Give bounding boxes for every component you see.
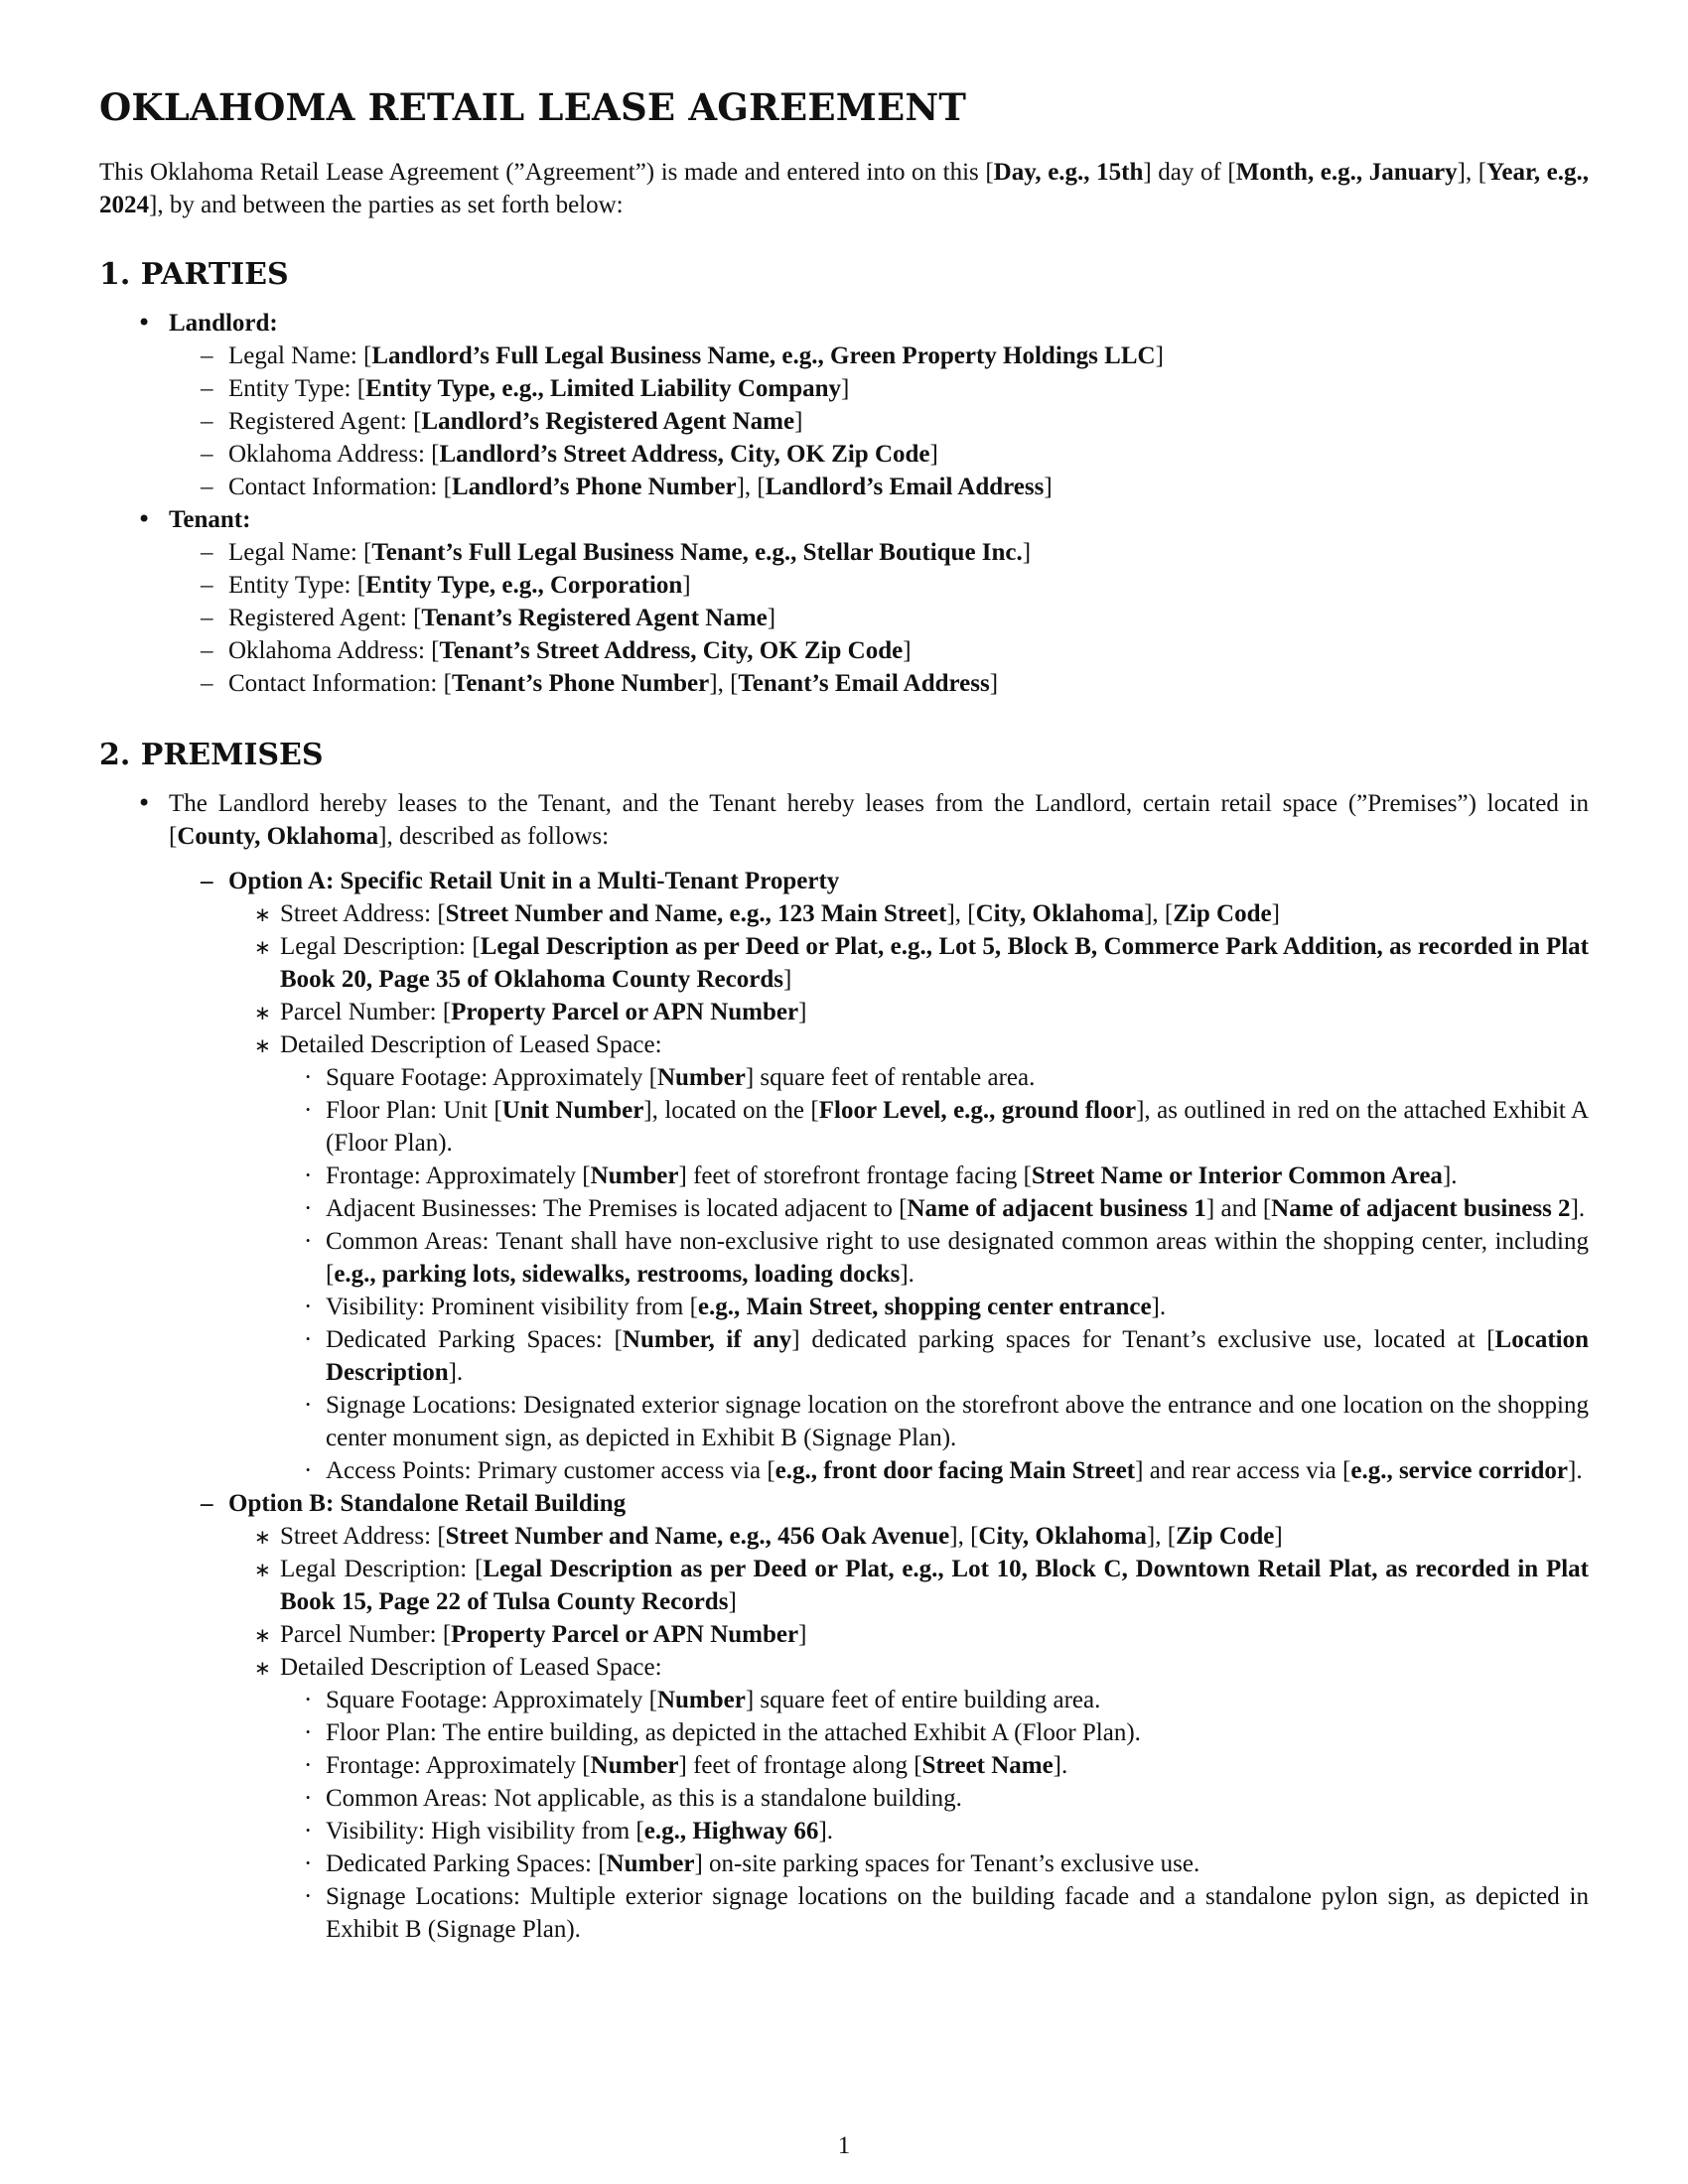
placeholder-value: Street Name bbox=[921, 1751, 1054, 1779]
text: ]. bbox=[1568, 1456, 1583, 1484]
a-adjacent-businesses bbox=[280, 1192, 1589, 1225]
text: Signage Locations: Designated exterior signage location on the storefront above the entrance and one location on the shopping center monument sign, as depicted in Exhibit B (Signage Plan). bbox=[326, 1391, 1589, 1451]
text: ], as outlined in red on the attached Exhibit A (Floor Plan). bbox=[326, 1096, 1589, 1157]
placeholder-value: Street Name or Interior Common Area bbox=[1031, 1161, 1443, 1189]
parties-list bbox=[99, 307, 1589, 700]
party-tenant bbox=[99, 503, 1589, 700]
dash-marker: – bbox=[201, 636, 213, 664]
asterisk-marker: ∗ bbox=[254, 1657, 271, 1680]
page-number: 1 bbox=[837, 2132, 851, 2159]
placeholder-value: Floor Level, e.g., ground floor bbox=[818, 1096, 1137, 1124]
dot-marker: · bbox=[304, 1686, 313, 1713]
separator: ], [ bbox=[946, 899, 976, 927]
dash-marker: – bbox=[201, 669, 213, 697]
field-label: Legal Name: [ bbox=[228, 538, 372, 566]
field-label: Legal Name: [ bbox=[228, 341, 372, 369]
asterisk-marker: ∗ bbox=[254, 1624, 271, 1647]
text: ]. bbox=[1151, 1293, 1167, 1320]
a-square-footage bbox=[280, 1061, 1589, 1094]
premises-lead bbox=[169, 787, 1589, 853]
placeholder-value: Zip Code bbox=[1176, 1522, 1275, 1550]
b-square-footage bbox=[280, 1684, 1589, 1716]
section-heading-parties: 1. PARTIES bbox=[99, 256, 289, 292]
document-title: OKLAHOMA RETAIL LEASE AGREEMENT bbox=[99, 85, 967, 129]
option-a-space-details bbox=[280, 1061, 1589, 1487]
placeholder-value: Number bbox=[656, 1063, 746, 1091]
placeholder-value: Number bbox=[590, 1751, 679, 1779]
a-parking bbox=[280, 1323, 1589, 1389]
separator: ] bbox=[1271, 899, 1280, 927]
b-parking bbox=[280, 1847, 1589, 1880]
placeholder-value: Property Parcel or APN Number bbox=[451, 1620, 799, 1648]
dash-marker: – bbox=[201, 407, 213, 435]
placeholder-value: City, Oklahoma bbox=[978, 1522, 1147, 1550]
party-label: Tenant: bbox=[169, 505, 251, 533]
separator: ], [ bbox=[736, 473, 766, 500]
bullet-marker: • bbox=[137, 308, 152, 337]
dot-marker: · bbox=[304, 1784, 313, 1812]
a-floor-plan bbox=[280, 1094, 1589, 1160]
text: Floor Plan: Unit [ bbox=[326, 1096, 502, 1124]
tenant-registered-agent: – Registered Agent: [Tenant’s Registered Agent Name] bbox=[169, 602, 1589, 634]
placeholder-day: Day, e.g., 15th bbox=[993, 158, 1144, 186]
asterisk-marker: ∗ bbox=[254, 936, 271, 959]
option-b-parcel bbox=[228, 1618, 1589, 1651]
separator: ] bbox=[1274, 1522, 1283, 1550]
field-label: Entity Type: [ bbox=[228, 374, 366, 402]
asterisk-marker: ∗ bbox=[254, 1526, 271, 1549]
text: ] feet of frontage along [ bbox=[678, 1751, 922, 1779]
placeholder-month: Month, e.g., January bbox=[1235, 158, 1458, 186]
placeholder-county: County, Oklahoma bbox=[177, 822, 379, 850]
separator: ], [ bbox=[1144, 899, 1174, 927]
tenant-contact: – Contact Information: [Tenant’s Phone Number], [Tenant’s Email Address] bbox=[169, 667, 1589, 700]
separator: ], [ bbox=[1146, 1522, 1177, 1550]
dot-marker: · bbox=[304, 1194, 313, 1222]
separator: ] bbox=[782, 965, 792, 993]
placeholder-value: e.g., parking lots, sidewalks, restrooms, loading docks bbox=[334, 1260, 901, 1288]
a-access-points bbox=[280, 1454, 1589, 1487]
field-label: Detailed Description of Leased Space: bbox=[280, 1030, 662, 1058]
placeholder-value: e.g., Highway 66 bbox=[643, 1817, 819, 1844]
premises-item bbox=[99, 787, 1589, 1946]
landlord-entity-type: – Entity Type: [Entity Type, e.g., Limited Liability Company] bbox=[169, 372, 1589, 405]
text: Floor Plan: The entire building, as depicted in the attached Exhibit A (Floor Plan). bbox=[326, 1718, 1141, 1746]
dot-marker: · bbox=[304, 1161, 313, 1189]
placeholder-value: Number, if any bbox=[622, 1325, 792, 1353]
placeholder-value: Entity Type, e.g., Corporation bbox=[365, 571, 683, 599]
text: Square Footage: Approximately [ bbox=[326, 1063, 657, 1091]
intro-text: This Oklahoma Retail Lease Agreement (”Agreement”) is made and entered into on this [ bbox=[99, 158, 994, 186]
placeholder-value: Legal Description as per Deed or Plat, e.g., Lot 10, Block C, Downtown Retail Plat, as recorded in Plat Book 15, Page 22 of Tulsa County Records bbox=[280, 1555, 1589, 1615]
separator: ], [ bbox=[709, 669, 739, 697]
field-label: Entity Type: [ bbox=[228, 571, 366, 599]
option-a-parcel bbox=[228, 996, 1589, 1028]
dash-marker: – bbox=[201, 867, 213, 894]
placeholder-value: Street Number and Name, e.g., 456 Oak Avenue bbox=[445, 1522, 950, 1550]
intro-text: ], by and between the parties as set forth below: bbox=[149, 191, 624, 218]
text: Dedicated Parking Spaces: [ bbox=[326, 1325, 623, 1353]
placeholder-value: Landlord’s Full Legal Business Name, e.g., Green Property Holdings LLC bbox=[371, 341, 1156, 369]
field-label: Oklahoma Address: [ bbox=[228, 440, 440, 468]
dash-marker: – bbox=[201, 440, 213, 468]
separator: ] bbox=[728, 1587, 737, 1615]
text: Frontage: Approximately [ bbox=[326, 1161, 591, 1189]
a-signage bbox=[280, 1389, 1589, 1454]
placeholder-value: Tenant’s Full Legal Business Name, e.g., Stellar Boutique Inc. bbox=[371, 538, 1023, 566]
text: ]. bbox=[1570, 1194, 1586, 1222]
text: Access Points: Primary customer access via [ bbox=[326, 1456, 775, 1484]
placeholder-value: Property Parcel or APN Number bbox=[451, 998, 799, 1025]
text: ] dedicated parking spaces for Tenant’s exclusive use, located at [ bbox=[791, 1325, 1495, 1353]
placeholder-value: e.g., service corridor bbox=[1350, 1456, 1568, 1484]
a-common-areas bbox=[280, 1225, 1589, 1291]
landlord-address: – Oklahoma Address: [Landlord’s Street Address, City, OK Zip Code] bbox=[169, 438, 1589, 471]
placeholder-value: Tenant’s Registered Agent Name bbox=[421, 604, 768, 631]
a-frontage bbox=[280, 1160, 1589, 1192]
field-label: Parcel Number: [ bbox=[280, 1620, 452, 1648]
option-b-detailed bbox=[228, 1651, 1589, 1946]
text: Common Areas: Tenant shall have non-exclusive right to use designated common areas within the shopping center, including [ bbox=[326, 1227, 1589, 1288]
text: Common Areas: Not applicable, as this is a standalone building. bbox=[326, 1784, 962, 1812]
separator: ] bbox=[798, 1620, 807, 1648]
option-a-legal bbox=[228, 930, 1589, 996]
landlord-registered-agent: – Registered Agent: [Landlord’s Registered Agent Name] bbox=[169, 405, 1589, 438]
text: Dedicated Parking Spaces: [ bbox=[326, 1849, 607, 1877]
separator: ], [ bbox=[949, 1522, 979, 1550]
text: ]. bbox=[818, 1817, 834, 1844]
separator: ] bbox=[798, 998, 807, 1025]
field-label: Legal Description: [ bbox=[280, 1555, 484, 1582]
field-label: Contact Information: [ bbox=[228, 669, 452, 697]
text: ] square feet of entire building area. bbox=[745, 1686, 1101, 1713]
dash-marker: – bbox=[201, 473, 213, 500]
text: ] and rear access via [ bbox=[1135, 1456, 1351, 1484]
placeholder-value: Entity Type, e.g., Limited Liability Company bbox=[365, 374, 842, 402]
text: ]. bbox=[1053, 1751, 1068, 1779]
placeholder-value: Number bbox=[606, 1849, 695, 1877]
placeholder-value: Landlord’s Email Address bbox=[765, 473, 1045, 500]
option-b-legal bbox=[228, 1553, 1589, 1618]
text: Frontage: Approximately [ bbox=[326, 1751, 591, 1779]
field-label: Detailed Description of Leased Space: bbox=[280, 1653, 662, 1681]
placeholder-value: Name of adjacent business 1 bbox=[907, 1194, 1206, 1222]
b-signage bbox=[280, 1880, 1589, 1946]
field-label: Registered Agent: [ bbox=[228, 407, 422, 435]
dash-marker: – bbox=[201, 571, 213, 599]
option-b-space-details bbox=[280, 1684, 1589, 1946]
text: ]. bbox=[1442, 1161, 1458, 1189]
premises-list bbox=[99, 787, 1589, 1946]
text: ] and [ bbox=[1205, 1194, 1272, 1222]
bullet-marker: • bbox=[137, 788, 152, 817]
intro-paragraph bbox=[99, 156, 1589, 221]
text: Visibility: High visibility from [ bbox=[326, 1817, 644, 1844]
intro-text: ], [ bbox=[1457, 158, 1487, 186]
lead-text: The Landlord hereby leases to the Tenant, and the Tenant hereby leases from the Landlord, certain retail space (”Premises”) located in [ bbox=[169, 789, 1589, 850]
option-a bbox=[169, 865, 1589, 1487]
asterisk-marker: ∗ bbox=[254, 1034, 271, 1057]
text: ]. bbox=[448, 1358, 464, 1386]
field-label: Parcel Number: [ bbox=[280, 998, 452, 1025]
text: ], located on the [ bbox=[643, 1096, 819, 1124]
placeholder-value: e.g., front door facing Main Street bbox=[774, 1456, 1136, 1484]
placeholder-value: Number bbox=[590, 1161, 679, 1189]
placeholder-value: City, Oklahoma bbox=[975, 899, 1145, 927]
field-label: Street Address: [ bbox=[280, 1522, 446, 1550]
dot-marker: · bbox=[304, 1456, 313, 1484]
text: Adjacent Businesses: The Premises is located adjacent to [ bbox=[326, 1194, 908, 1222]
dot-marker: · bbox=[304, 1718, 313, 1746]
field-label: Legal Description: [ bbox=[280, 932, 481, 960]
option-a-details bbox=[228, 897, 1589, 1487]
text: Square Footage: Approximately [ bbox=[326, 1686, 657, 1713]
tenant-entity-type: – Entity Type: [Entity Type, e.g., Corporation] bbox=[169, 569, 1589, 602]
tenant-address: – Oklahoma Address: [Tenant’s Street Address, City, OK Zip Code] bbox=[169, 634, 1589, 667]
placeholder-value: e.g., Main Street, shopping center entrance bbox=[697, 1293, 1152, 1320]
placeholder-value: Landlord’s Phone Number bbox=[451, 473, 737, 500]
placeholder-value: Unit Number bbox=[501, 1096, 644, 1124]
text: ]. bbox=[900, 1260, 914, 1288]
b-common-areas bbox=[280, 1782, 1589, 1815]
placeholder-value: Tenant’s Street Address, City, OK Zip Code bbox=[439, 636, 904, 664]
landlord-details bbox=[169, 340, 1589, 503]
text: ] on-site parking spaces for Tenant’s exclusive use. bbox=[694, 1849, 1200, 1877]
dot-marker: · bbox=[304, 1817, 313, 1844]
option-b-details bbox=[228, 1520, 1589, 1946]
field-label: Contact Information: [ bbox=[228, 473, 452, 500]
dot-marker: · bbox=[304, 1063, 313, 1091]
premises-options bbox=[169, 865, 1589, 1946]
asterisk-marker: ∗ bbox=[254, 903, 271, 926]
option-a-detailed bbox=[228, 1028, 1589, 1487]
dash-marker: – bbox=[201, 604, 213, 631]
dash-marker: – bbox=[201, 538, 213, 566]
document-page bbox=[99, 87, 1589, 1946]
asterisk-marker: ∗ bbox=[254, 1559, 271, 1581]
dash-marker: – bbox=[201, 374, 213, 402]
section-heading-premises: 2. PREMISES bbox=[99, 737, 324, 772]
party-landlord bbox=[99, 307, 1589, 503]
field-label: Oklahoma Address: [ bbox=[228, 636, 440, 664]
field-label: Street Address: [ bbox=[280, 899, 446, 927]
option-b-title: Option B: Standalone Retail Building bbox=[228, 1489, 627, 1517]
placeholder-value: Landlord’s Registered Agent Name bbox=[421, 407, 795, 435]
tenant-legal-name: – Legal Name: [Tenant’s Full Legal Business Name, e.g., Stellar Boutique Inc.] bbox=[169, 536, 1589, 569]
text: ] feet of storefront frontage facing [ bbox=[678, 1161, 1032, 1189]
placeholder-value: Landlord’s Street Address, City, OK Zip Code bbox=[439, 440, 930, 468]
placeholder-value: Tenant’s Phone Number bbox=[451, 669, 710, 697]
option-a-street bbox=[228, 897, 1589, 930]
dash-marker: – bbox=[201, 341, 213, 369]
b-visibility bbox=[280, 1815, 1589, 1847]
placeholder-year: Year, e.g., 2024 bbox=[99, 158, 1590, 218]
bullet-marker: • bbox=[137, 504, 152, 533]
dot-marker: · bbox=[304, 1849, 313, 1877]
placeholder-value: Name of adjacent business 2 bbox=[1271, 1194, 1571, 1222]
b-frontage bbox=[280, 1749, 1589, 1782]
placeholder-value: Legal Description as per Deed or Plat, e.g., Lot 5, Block B, Commerce Park Addition, as recorded in Plat Book 20, Page 35 of Oklahoma County Records bbox=[280, 932, 1589, 993]
dot-marker: · bbox=[304, 1096, 313, 1124]
dot-marker: · bbox=[304, 1293, 313, 1320]
option-a-title: Option A: Specific Retail Unit in a Multi-Tenant Property bbox=[228, 867, 840, 894]
text: Signage Locations: Multiple exterior signage locations on the building facade and a standalone pylon sign, as depicted in Exhibit B (Signage Plan). bbox=[326, 1882, 1589, 1943]
option-b-street bbox=[228, 1520, 1589, 1553]
dot-marker: · bbox=[304, 1325, 313, 1353]
field-label: Registered Agent: [ bbox=[228, 604, 422, 631]
a-visibility bbox=[280, 1291, 1589, 1323]
dot-marker: · bbox=[304, 1227, 313, 1255]
landlord-legal-name: – Legal Name: [Landlord’s Full Legal Business Name, e.g., Green Property Holdings LLC] bbox=[169, 340, 1589, 372]
asterisk-marker: ∗ bbox=[254, 1002, 271, 1024]
dot-marker: · bbox=[304, 1882, 313, 1910]
dot-marker: · bbox=[304, 1391, 313, 1419]
intro-text: ] day of [ bbox=[1143, 158, 1236, 186]
placeholder-value: Number bbox=[656, 1686, 746, 1713]
party-label: Landlord: bbox=[169, 309, 278, 337]
placeholder-value: Street Number and Name, e.g., 123 Main Street bbox=[445, 899, 947, 927]
dot-marker: · bbox=[304, 1751, 313, 1779]
tenant-details bbox=[169, 536, 1589, 700]
option-b bbox=[169, 1487, 1589, 1946]
text: ] square feet of rentable area. bbox=[745, 1063, 1036, 1091]
landlord-contact: – Contact Information: [Landlord’s Phone Number], [Landlord’s Email Address] bbox=[169, 471, 1589, 503]
placeholder-value: Zip Code bbox=[1173, 899, 1272, 927]
placeholder-value: Tenant’s Email Address bbox=[738, 669, 990, 697]
text: Visibility: Prominent visibility from [ bbox=[326, 1293, 698, 1320]
lead-text: ], described as follows: bbox=[378, 822, 610, 850]
b-floor-plan bbox=[280, 1716, 1589, 1749]
dash-marker: – bbox=[201, 1489, 213, 1517]
placeholder-value: Location Description bbox=[326, 1325, 1589, 1386]
